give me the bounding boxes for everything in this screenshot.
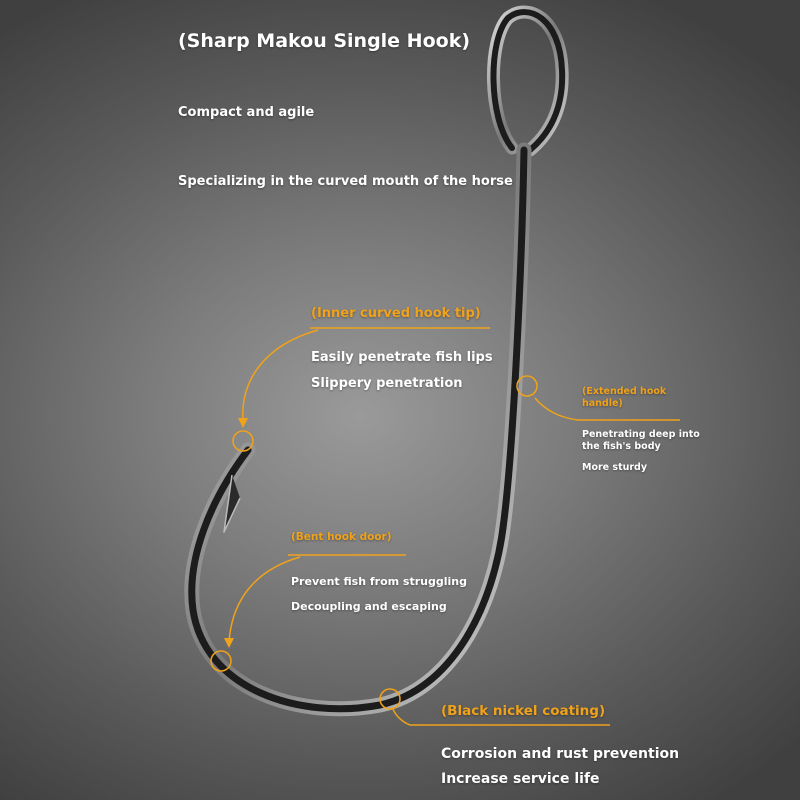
handle-heading-1: (Extended hook xyxy=(582,386,667,397)
coating-line-1: Corrosion and rust prevention xyxy=(441,746,680,762)
intro-line-compact: Compact and agile xyxy=(178,105,315,120)
handle-line-1: Penetrating deep into xyxy=(582,429,700,440)
tip-heading: (Inner curved hook tip) xyxy=(311,306,481,321)
tip-line-1: Easily penetrate fish lips xyxy=(311,350,493,365)
door-heading: (Bent hook door) xyxy=(291,531,392,543)
door-line-2: Decoupling and escaping xyxy=(291,600,447,613)
page-title: (Sharp Makou Single Hook) xyxy=(178,30,471,52)
handle-line-3: More sturdy xyxy=(582,462,648,473)
coating-line-2: Increase service life xyxy=(441,771,600,787)
coating-heading: (Black nickel coating) xyxy=(441,703,606,719)
handle-heading-2: handle) xyxy=(582,398,623,409)
door-line-1: Prevent fish from struggling xyxy=(291,575,467,588)
tip-line-2: Slippery penetration xyxy=(311,376,463,391)
handle-line-2: the fish's body xyxy=(582,441,661,452)
intro-line-specializing: Specializing in the curved mouth of the horse xyxy=(178,174,513,189)
